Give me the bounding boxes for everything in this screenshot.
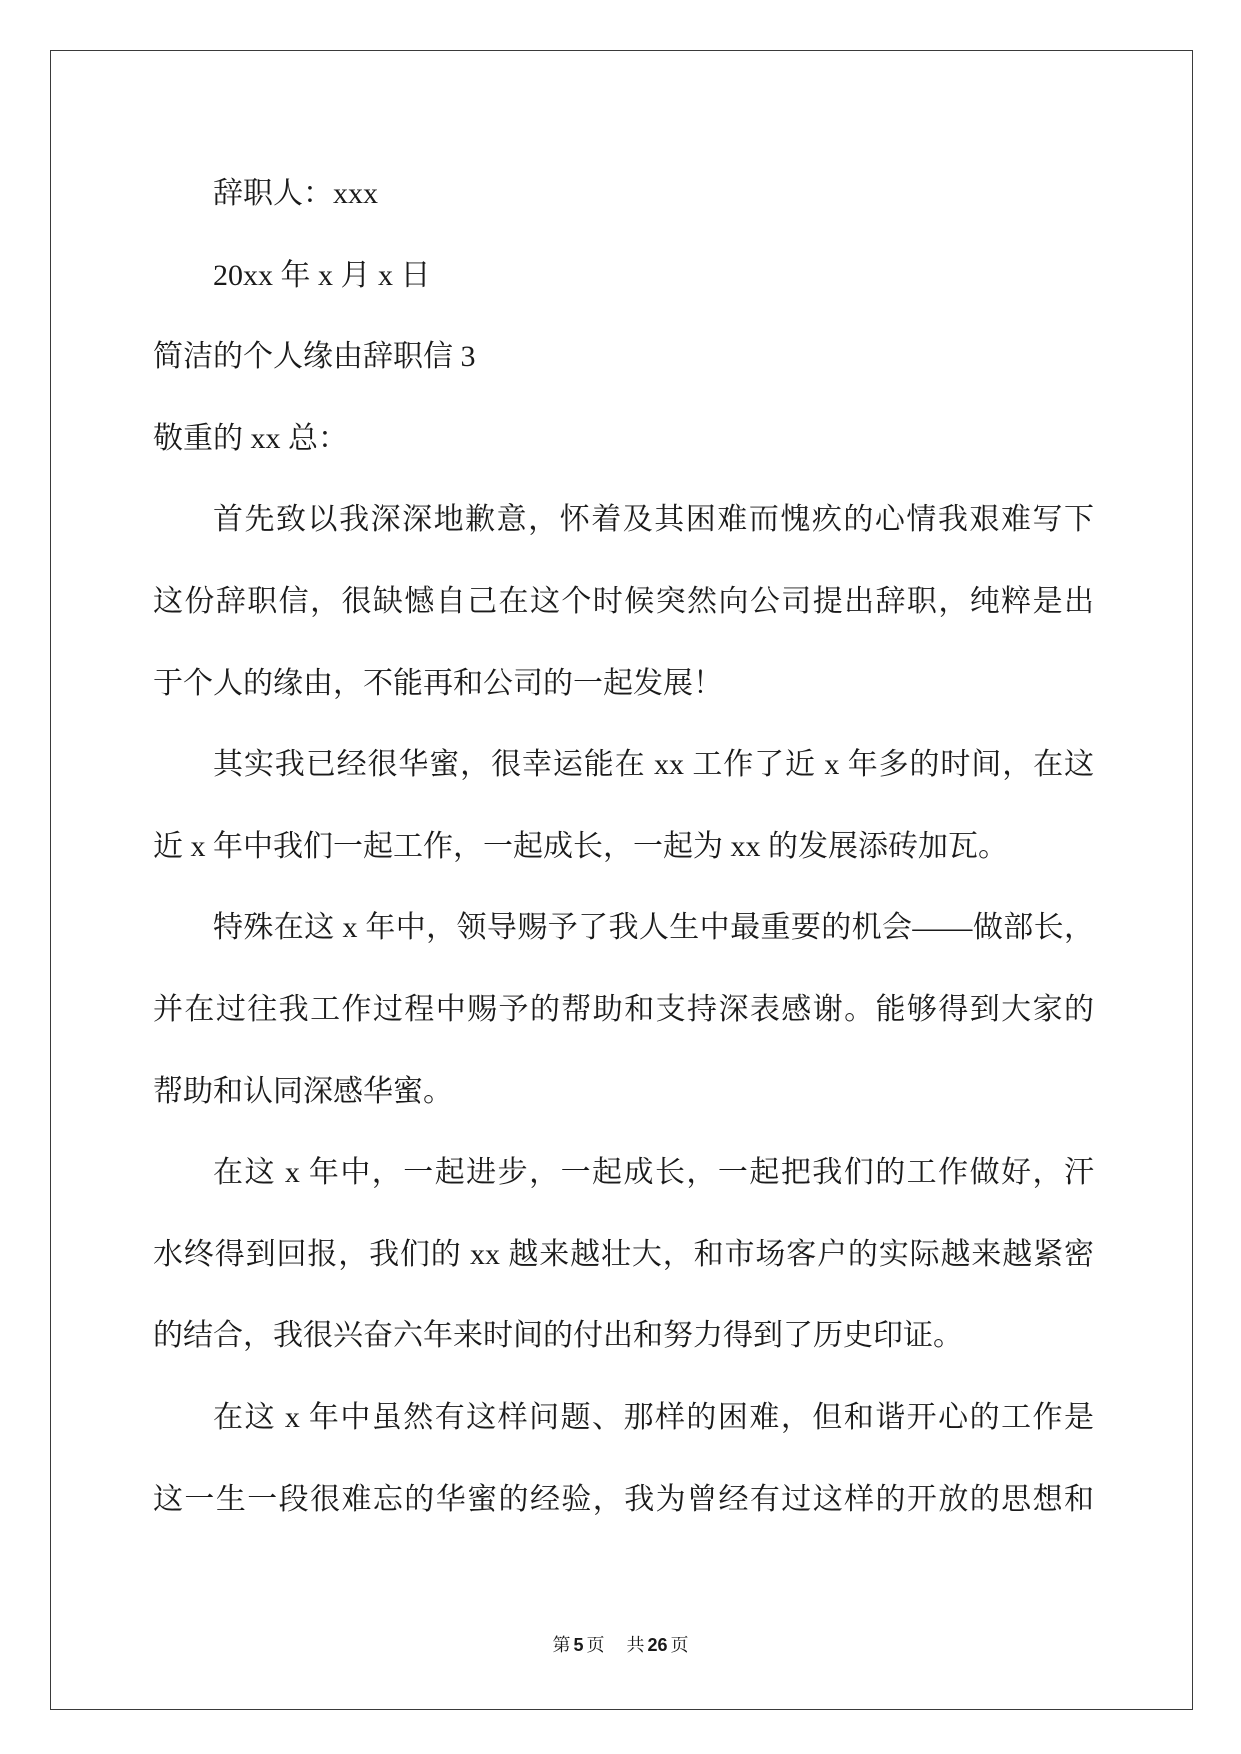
paragraph [153, 887, 1094, 1132]
paragraph-line: 近 x 年中我们一起工作，一起成长，一起为 xx 的发展添砖加瓦。 [153, 829, 1008, 863]
total-suffix: 页 [670, 1635, 689, 1655]
letter-title: 简洁的个人缘由辞职信 3 [153, 340, 476, 374]
paragraph [153, 1132, 1094, 1377]
paragraph-line: 在这 x 年中虽然有这样问题、那样的困难，但和谐开心的工作是 [213, 1400, 1094, 1434]
page-footer [0, 1631, 1241, 1659]
salutation: 敬重的 xx 总： [153, 421, 348, 455]
total-pages-number: 26 [647, 1635, 668, 1655]
paragraph-line: 首先致以我深深地歉意，怀着及其困难而愧疚的心情我艰难写下 [213, 503, 1094, 537]
current-page-number: 5 [573, 1635, 584, 1655]
signer-line: 辞职人：xxx [213, 177, 378, 210]
paragraph-line: 特殊在这 x 年中，领导赐予了我人生中最重要的机会——做部长， [213, 911, 1094, 945]
total-prefix: 共 [626, 1635, 645, 1655]
paragraph-line: 水终得到回报，我们的 xx 越来越壮大，和市场客户的实际越来越紧密 [153, 1237, 1094, 1271]
paragraph-line: 帮助和认同深感华蜜。 [153, 1074, 453, 1108]
paragraph [153, 479, 1094, 724]
paragraph-line: 这份辞职信，很缺憾自己在这个时候突然向公司提出辞职，纯粹是出 [153, 584, 1094, 618]
paragraph-line: 这一生一段很难忘的华蜜的经验，我为曾经有过这样的开放的思想和 [153, 1482, 1094, 1516]
date-line: 20xx 年 x 月 x 日 [213, 258, 431, 292]
paragraph-line: 于个人的缘由，不能再和公司的一起发展！ [153, 666, 723, 700]
paragraph-line: 的结合，我很兴奋六年来时间的付出和努力得到了历史印证。 [153, 1319, 963, 1353]
paragraph-line: 其实我已经很华蜜，很幸运能在 xx 工作了近 x 年多的时间，在这 [213, 748, 1094, 782]
paragraph [153, 724, 1094, 887]
paragraph-line: 并在过往我工作过程中赐予的帮助和支持深表感谢。能够得到大家的 [153, 992, 1094, 1026]
paragraph [153, 1377, 1094, 1540]
document-body [153, 153, 1094, 1540]
page-suffix: 页 [586, 1635, 605, 1655]
paragraph-line: 在这 x 年中，一起进步，一起成长，一起把我们的工作做好，汗 [213, 1156, 1094, 1190]
page-prefix: 第 [552, 1635, 571, 1655]
